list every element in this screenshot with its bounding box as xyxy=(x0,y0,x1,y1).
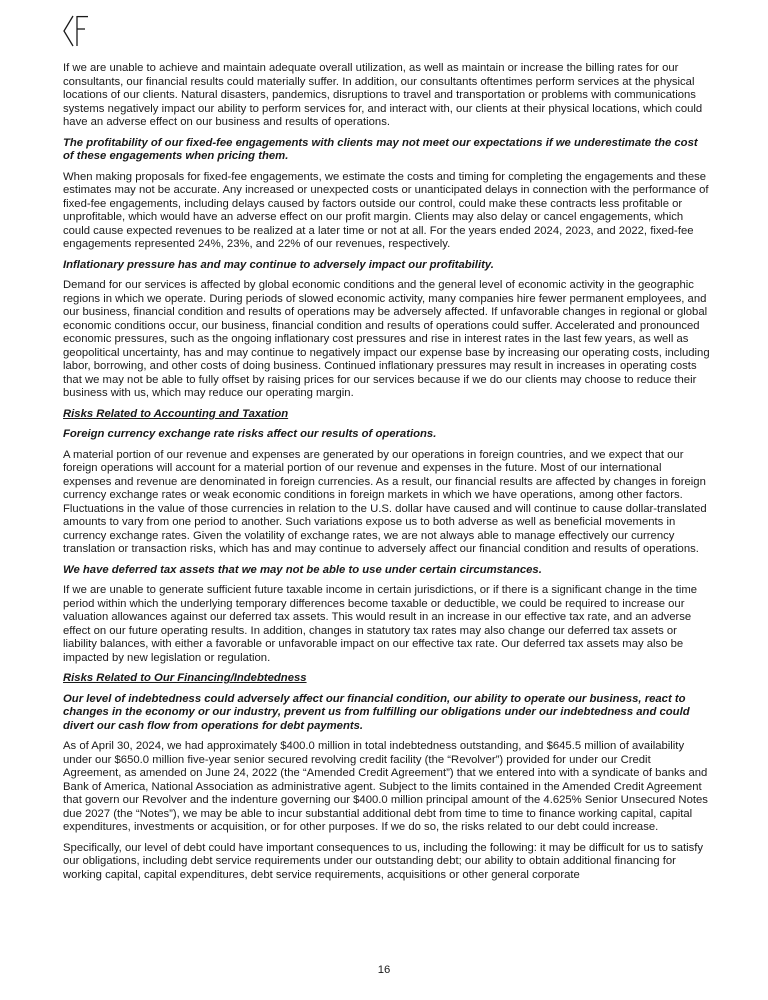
body-paragraph: If we are unable to achieve and maintain adequate overall utilization, as well as maintain or increase the billing rates for our consultants, our financial results could materially suffer. In addition, our consultants oftentimes perform services at the physical locations of our clients. Natural disasters, pandemics, disruptions to travel and transportation or problems with communications systems negatively impact our ability to perform services for, and interact with, our clients at their physical locations, which could have an adverse effect on our business and results of operations. xyxy=(63,62,703,128)
body-paragraph: Specifically, our level of debt could have important consequences to us, including the following: it may be difficult for us to satisfy our obligations, including debt service requirements under our outstanding debt; our ability to obtain additional financing for working capital, capital expenditures, debt service requirements, acquisitions or other general corporate xyxy=(63,841,704,881)
section-heading: Risks Related to Accounting and Taxation xyxy=(63,407,289,420)
body-paragraph: If we are unable to generate sufficient future taxable income in certain jurisdictions, or if there is a significant change in the time period within which the underlying temporary differences become taxable or deductible, we could be required to increase our valuation allowances against our deferred tax assets. This would result in an increase in our effective tax rate, and an adverse effect on our future operating results. In addition, changes in statutory tax rates may also change our deferred tax assets or liability balances, with either a favorable or unfavorable impact on our effective tax rate. Our deferred tax assets may also be impacted by new legislation or regulation. xyxy=(63,584,698,664)
body-paragraph: As of April 30, 2024, we had approximately $400.0 million in total indebtedness outstanding, and $645.5 million of availability under our $650.0 million five-year senior secured revolving credit facility (the “Revolver”) provided for under our Credit Agreement, as amended on June 24, 2022 (the “Amended Credit Agreement”) that we entered into with a syndicate of banks and Bank of America, National Association as administrative agent. Subject to the limits contained in the Amended Credit Agreement that govern our Revolver and the indenture governing our $400.0 million principal amount of the 4.625% Senior Unsecured Notes due 2027 (the “Notes”), we may be able to incur substantial additional debt from time to time to finance working capital, capital expenditures, investments or acquisition, or for other purposes. If we do so, the risks related to our debt could increase. xyxy=(63,740,708,833)
risk-heading: Foreign currency exchange rate risks affect our results of operations. xyxy=(63,428,437,440)
document-body xyxy=(63,62,711,889)
risk-heading: We have deferred tax assets that we may not be able to use under certain circumstances. xyxy=(63,563,542,576)
risk-heading: Our level of indebtedness could adversely affect our financial condition, our ability to operate our business, react to changes in the economy or our industry, prevent us from fulfilling our obligations under our indebtedness and could divert our cash flow from operations for debt payments. xyxy=(63,692,690,732)
kf-logo-icon xyxy=(61,14,101,48)
section-heading: Risks Related to Our Financing/Indebtedness xyxy=(63,672,307,684)
body-paragraph: A material portion of our revenue and expenses are generated by our operations in foreign countries, and we expect that our foreign operations will account for a material portion of our revenue and expenses in the future. Most of our international expenses and revenue are denominated in foreign currencies. As a result, our financial results are affected by changes in foreign currency exchange rates or weak economic conditions in foreign markets in which we have operations, among other factors. Fluctuations in the value of those currencies in relation to the U.S. dollar have caused and will continue to cause dollar-translated amounts to vary from one period to another. Such variations expose us to both adverse as well as beneficial movements in currency exchange rates. Given the volatility of exchange rates, we are not always able to manage effectively our currency translation or transaction risks, which has and may continue to adversely affect our financial condition and results of operations. xyxy=(63,448,707,555)
body-paragraph: When making proposals for fixed-fee engagements, we estimate the costs and timing for completing the engagements and these estimates may not be accurate. Any increased or unexpected costs or unanticipated delays in connection with the performance of fixed-fee engagements, including delays caused by factors outside our control, could make these contracts less profitable or unprofitable, which would have an adverse effect on our profit margin. Clients may also delay or cancel engagements, which could cause expected revenues to be realized at a later time or not at all. For the years ended 2024, 2023, and 2022, fixed-fee engagements represented 24%, 23%, and 22% of our revenues, respectively. xyxy=(63,170,709,250)
risk-heading: Inflationary pressure has and may continue to adversely impact our profitability. xyxy=(63,258,494,271)
risk-heading: The profitability of our fixed-fee engagements with clients may not meet our expectations if we underestimate the cost of these engagements when pricing them. xyxy=(63,136,698,162)
page-number: 16 xyxy=(377,964,391,976)
body-paragraph: Demand for our services is affected by global economic conditions and the general level of economic activity in the geographic regions in which we operate. During periods of slowed economic activity, many companies hire fewer permanent employees, and our business, financial condition and results of operations may be adversely affected. If unfavorable changes in regional or global economic conditions occur, our business, financial condition and results of operations could suffer. Accelerated and pronounced economic pressures, such as the ongoing inflationary cost pressures and rise in interest rates in the last few years, as well as geopolitical uncertainty, has and may continue to negatively impact our expense base by increasing our operating costs, including labor, borrowing, and other costs of doing business. Continued inflationary pressures may result in increases in operating costs that we may not be able to fully offset by raising prices for our services because if we do our clients may choose to reduce their business with us, which may reduce our operating margin. xyxy=(63,279,710,399)
